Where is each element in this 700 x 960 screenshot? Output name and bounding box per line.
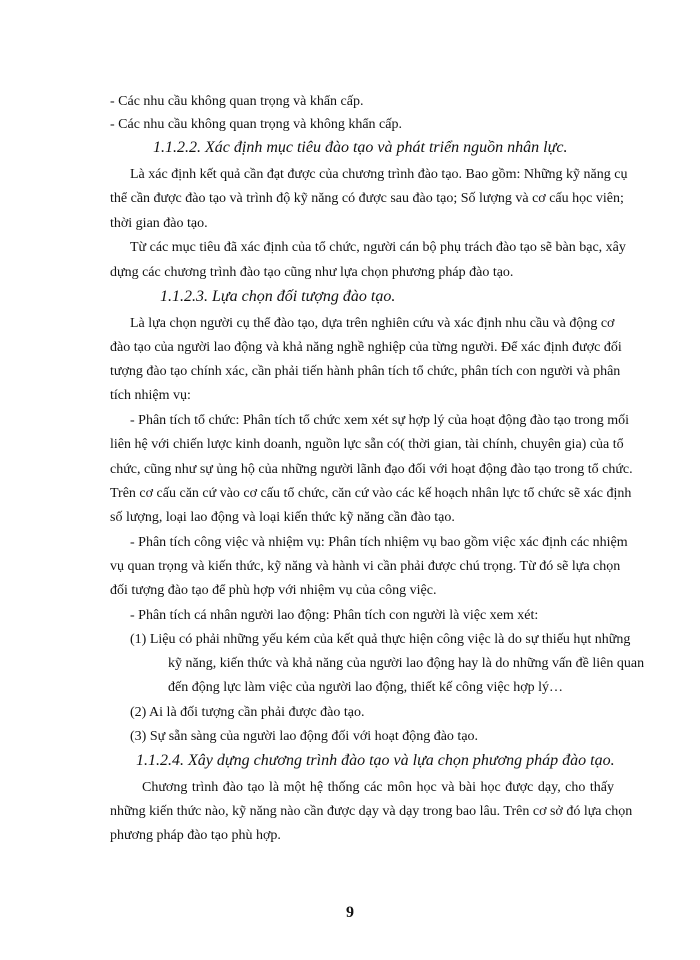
- section-heading: 1.1.2.4. Xây dựng chương trình đào tạo và lựa chọn phương pháp đào tạo.: [136, 752, 615, 769]
- paragraph-line: phương pháp đào tạo phù hợp.: [110, 828, 281, 843]
- paragraph-line: dựng các chương trình đào tạo cũng như lựa chọn phương pháp đào tạo.: [110, 265, 514, 280]
- paragraph-line: số lượng, loại lao động và loại kiến thức kỹ năng cần đào tạo.: [110, 510, 455, 525]
- list-item: - Các nhu cầu không quan trọng và không khẩn cấp.: [110, 117, 402, 132]
- list-item: (3) Sự sẵn sàng của người lao động đối với hoạt động đào tạo.: [130, 729, 479, 744]
- list-item: đến động lực làm việc của người lao động, thiết kế công việc hợp lý…: [168, 680, 564, 695]
- paragraph-line: - Phân tích công việc và nhiệm vụ: Phân tích nhiệm vụ bao gồm việc xác định các nhiệm: [130, 535, 628, 550]
- paragraph-line: thể cần được đào tạo và trình độ kỹ năng có được sau đào tạo; Số lượng và cơ cấu học viên;: [110, 191, 624, 206]
- paragraph-line: những kiến thức nào, kỹ năng nào cần được dạy và dạy trong bao lâu. Trên cơ sở đó lựa chọn: [110, 804, 633, 819]
- paragraph-line: Chương trình đào tạo là một hệ thống các môn học và bài học được dạy, cho thấy: [142, 780, 614, 795]
- list-item: (2) Ai là đối tượng cần phải được đào tạo.: [130, 705, 365, 720]
- section-heading: 1.1.2.2. Xác định mục tiêu đào tạo và phát triển nguồn nhân lực.: [153, 139, 568, 156]
- list-item: (1) Liệu có phải những yếu kém của kết quả thực hiện công việc là do sự thiếu hụt những: [130, 632, 631, 647]
- paragraph-line: Là lựa chọn người cụ thể đào tạo, dựa trên nghiên cứu và xác định nhu cầu và động cơ: [130, 316, 615, 331]
- section-heading: 1.1.2.3. Lựa chọn đối tượng đào tạo.: [160, 288, 396, 305]
- paragraph-line: vụ quan trọng và kiến thức, kỹ năng và hành vi cần phải được chú trọng. Từ đó sẽ lựa chọn: [110, 559, 621, 574]
- paragraph-line: - Phân tích tổ chức: Phân tích tổ chức xem xét sự hợp lý của hoạt động đào tạo trong mối: [130, 413, 630, 428]
- paragraph-line: chức, cũng như sự ủng hộ của những người lãnh đạo đối với hoạt động đào tạo trong tổ chức.: [110, 462, 633, 477]
- paragraph-line: tích nhiệm vụ:: [110, 388, 191, 403]
- list-item: kỹ năng, kiến thức và khả năng của người lao động hay là do những vấn đề liên quan: [168, 656, 645, 671]
- paragraph-line: Trên cơ cấu căn cứ vào cơ cấu tổ chức, căn cứ vào các kế hoạch nhân lực tổ chức sẽ xác định: [110, 486, 632, 501]
- paragraph-line: Là xác định kết quả cần đạt được của chương trình đào tạo. Bao gồm: Những kỹ năng cụ: [130, 167, 628, 182]
- list-item: - Các nhu cầu không quan trọng và khẩn cấp.: [110, 94, 364, 109]
- paragraph-line: tượng đào tạo chính xác, cần phải tiến hành phân tích tổ chức, phân tích con người và phân: [110, 364, 621, 379]
- paragraph-line: - Phân tích cá nhân người lao động: Phân tích con người là việc xem xét:: [130, 608, 539, 623]
- paragraph-line: đào tạo của người lao động và khả năng nghề nghiệp của từng người. Để xác định được đối: [110, 340, 622, 355]
- paragraph-line: thời gian đào tạo.: [110, 216, 208, 231]
- paragraph-line: đối tượng đào tạo để phù hợp với nhiệm vụ của công việc.: [110, 583, 437, 598]
- page-number: 9: [346, 904, 354, 921]
- paragraph-line: Từ các mục tiêu đã xác định của tổ chức, người cán bộ phụ trách đào tạo sẽ bàn bạc, xây: [130, 240, 626, 255]
- paragraph-line: liên hệ với chiến lược kinh doanh, nguồn lực sẵn có( thời gian, tài chính, chuyên gia) của tổ: [110, 437, 624, 452]
